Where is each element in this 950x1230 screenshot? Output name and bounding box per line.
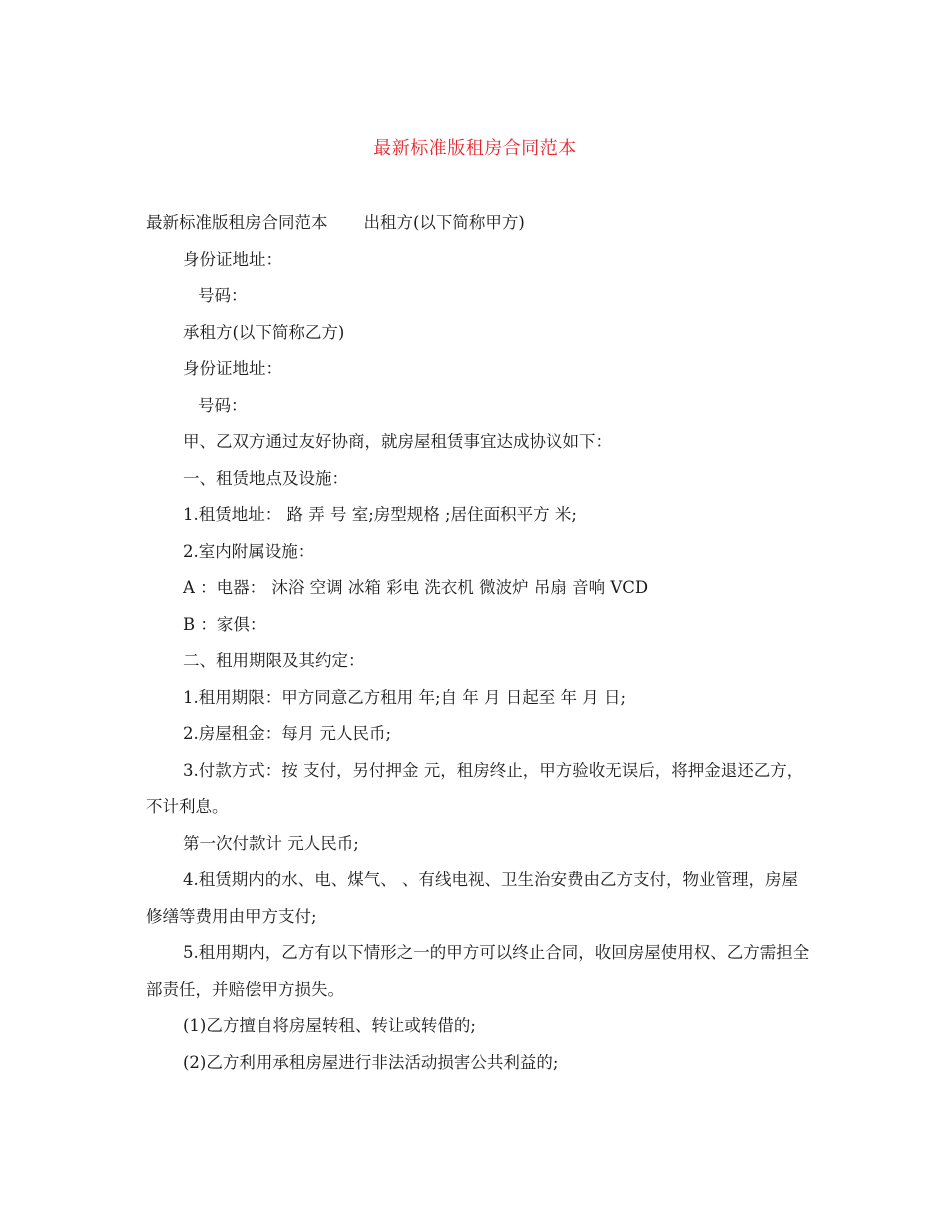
- lessor-id-number: 号码：: [198, 286, 248, 305]
- clause-term: 1.租用期限：甲方同意乙方租用 年;自 年 月 日起至 年 月 日;: [183, 687, 627, 707]
- lessee-id-number: 号码：: [198, 395, 248, 415]
- lessor-id-address: 身份证地址：: [183, 249, 282, 269]
- contract-name-text: 最新标准版租房合同范本: [146, 213, 328, 232]
- agreement-intro: 甲、乙双方通过友好协商，就房屋租赁事宜达成协议如下：: [183, 432, 612, 451]
- lessee-label: 承租方(以下简称乙方): [183, 322, 345, 342]
- contract-header-line: [146, 205, 810, 242]
- clause-appliances: A ：电器： 沐浴 空调 冰箱 彩电 洗衣机 微波炉 吊扇 音响 VCD: [183, 578, 649, 597]
- document-title: 最新标准版租房合同范本: [373, 138, 577, 159]
- clause-rent: 2.房屋租金：每月 元人民币;: [183, 724, 392, 743]
- clause-utilities: 4.租赁期内的水、电、煤气、 、有线电视、卫生治安费由乙方支付，物业管理，房屋修缮等费用由甲方支付;: [146, 870, 798, 926]
- clause-furniture: B ：家俱：: [183, 614, 267, 634]
- clause-facilities: 2.室内附属设施：: [183, 541, 315, 561]
- section-heading-location: 一、租赁地点及设施：: [183, 468, 348, 488]
- clause-payment: 3.付款方式：按 支付，另付押金 元，租房终止，甲方验收无误后，将押金退还乙方，不计利息。: [146, 760, 804, 816]
- lessor-label: 出租方(以下简称甲方): [363, 213, 525, 232]
- document-body: [146, 205, 810, 1081]
- clause-item-1: (1)乙方擅自将房屋转租、转让或转借的;: [183, 1016, 476, 1035]
- clause-item-2: (2)乙方利用承租房屋进行非法活动损害公共利益的;: [183, 1052, 559, 1072]
- section-heading-term: 二、租用期限及其约定：: [183, 651, 365, 670]
- clause-address: 1.租赁地址： 路 弄 号 室;房型规格 ;居住面积平方 米;: [183, 505, 577, 524]
- clause-first-payment: 第一次付款计 元人民币;: [183, 833, 359, 853]
- clause-termination: 5.租用期内，乙方有以下情形之一的甲方可以终止合同，收回房屋使用权、乙方需担全部责任，并赔偿甲方损失。: [146, 943, 810, 999]
- lessee-id-address: 身份证地址：: [183, 359, 282, 378]
